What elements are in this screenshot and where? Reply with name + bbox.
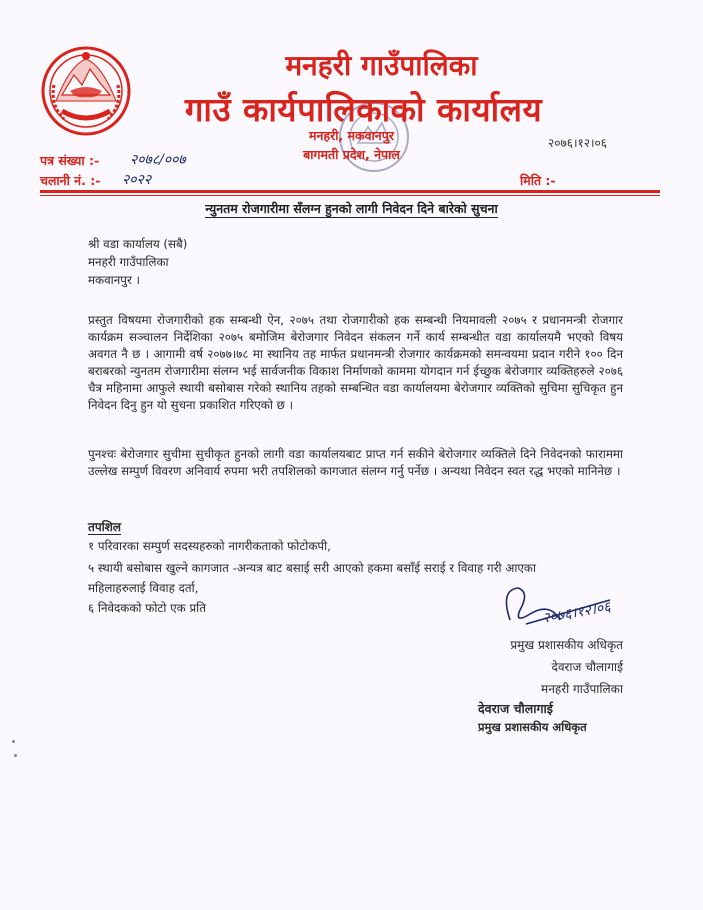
recipient-line-2: मनहरी गाउँपालिका bbox=[88, 255, 169, 269]
body-paragraph-2: पुनश्चः बेरोजगार सुचीमा सुचीकृत हुनको लागी वडा कार्यालयबाट प्राप्त गर्न सकीने बेरोजगार व्यक्तिले दिने निवेदनको फाराममा उल्लेख सम्पुर्ण विवरण अनिवार्य रुपमा भरी तपशिलको कागजात संलग्न गर्नु पर्नेछ । अन्यथा निवेदन स्वत रद्ध भएको मानिनेछ । bbox=[88, 447, 623, 478]
tapasil-title bbox=[88, 518, 121, 535]
tapasil-item-2-cont: महिलाहरुलाई विवाह दर्ता, bbox=[88, 581, 199, 595]
tapasil-item-1: १ परिवारका सम्पुर्ण सदस्यहरुको नागरीकताको फोटोकपी, bbox=[88, 539, 331, 553]
header-rule bbox=[40, 190, 660, 193]
header-rule-thin bbox=[40, 195, 660, 196]
stamp-name: देवराज चौलागाई bbox=[478, 701, 553, 716]
header-date: २०७६।१२।०६ bbox=[548, 136, 608, 150]
chalani-label: चलानी नं. :- bbox=[40, 173, 101, 188]
stamp-title: प्रमुख प्रशासकीय अधिकृत bbox=[478, 720, 587, 734]
scan-speck bbox=[14, 754, 17, 757]
signatory-name: देवराज चौलागाई bbox=[551, 660, 623, 674]
municipality-title: मनहरी गाउँपालिका bbox=[285, 49, 478, 82]
recipient-line-3: मकवानपुर । bbox=[88, 273, 141, 287]
miti-label: मिति :- bbox=[520, 173, 556, 188]
chalani-value: २०२२ bbox=[122, 172, 152, 188]
subject-text: न्युनतम रोजगारीमा सँलग्न हुनको लागी निवेदन दिने बारेको सुचना bbox=[205, 201, 498, 216]
recipient-line-1: श्री वडा कार्यालय (सबै) bbox=[88, 237, 188, 251]
patra-label: पत्र संख्या :- bbox=[40, 153, 100, 168]
subject-line bbox=[0, 200, 703, 217]
tapasil-item-2: ५ स्थायी बसोबास खुल्ने कागजात -अन्यत्र बाट बसाई सरी आएको हकमा बसाँई सराई र विवाह गरी आएका bbox=[88, 561, 537, 575]
signatory-org: मनहरी गाउँपालिका bbox=[541, 682, 623, 696]
tapasil-title-text: तपशिल bbox=[88, 520, 122, 534]
body-paragraph-1: प्रस्तुत विषयमा रोजगारीको हक सम्बन्धी ऐन, २०७५ तथा रोजगारीको हक सम्बन्धी नियमावली २०७५ र प्रधानमन्त्री रोजगार कार्यक्रम सञ्चालन निर्देशिका २०७५ बमोजिम बेरोजगार निवेदन संकलन गर्ने कार्य सम्बन्धीत वडा कार्यालयमै भएको विषय अवगत नै छ । आगामी वर्ष २०७७।७८ मा स्थानिय तह मार्फत प्रधानमन्त्री रोजगार कार्यक्रमको समन्वयमा प्रदान गरीने १०० दिन बराबरको न्युनतम रोजगारीमा संलग्न भई सार्वजनीक विकाश निर्माणको काममा योगदान गर्न ईच्छुक बेरोजगार व्यक्तिहरुले २०७६ चैत्र महिनामा आफुले स्थायी बसोबास गरेको स्थानिय तहको सम्बन्धित वडा कार्यालयमा बेरोजगार व्यक्तिको सुचिमा सुचिकृत हुन निवेदन दिनु हुन यो सुचना प्रकाशित गरिएको छ । bbox=[88, 313, 623, 412]
address-line-1: मनहरी, मकवानपुर bbox=[309, 128, 394, 143]
signature-date: २०७६।१२।०६ bbox=[541, 599, 612, 627]
tapasil-item-3: ६ निवेदकको फोटो एक प्रति bbox=[88, 601, 206, 615]
scan-speck bbox=[12, 740, 15, 743]
office-title: गाउँ कार्यपालिकाको कार्यालय bbox=[184, 90, 543, 129]
address-line-2: बागमती प्रदेश, नेपाल bbox=[303, 147, 400, 162]
patra-value: २०७८/००७ bbox=[130, 152, 186, 168]
signatory-title: प्रमुख प्रशासकीय अधिकृत bbox=[510, 638, 623, 652]
